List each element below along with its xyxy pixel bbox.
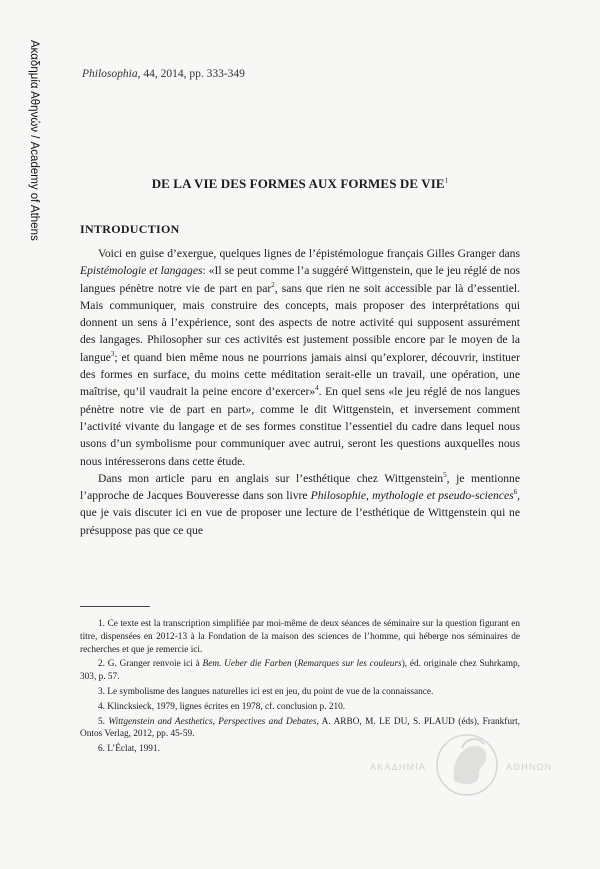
- academy-watermark: [370, 728, 570, 818]
- athena-head-icon: [432, 730, 502, 800]
- footnote-2: 2. G. Granger renvoie ici à Bem. Ueber die Farben (Remarques sur les couleurs), éd. originale chez Suhrkamp, 303, p. 57.: [80, 659, 520, 683]
- footnote-ref: 5: [443, 471, 447, 479]
- paragraph-1: Voici en guise d’exergue, quelques lignes de l’épistémologue français Gilles Granger dans Epistémologie et langages: «Il se peut comme l’a suggéré Wittgenstein, que le jeu réglé de nos langues pénètre notre vie de part en par$^2$, sans que rien ne soit accessible par là d’essentiel. Mais communiquer, mais construire des concepts, mais proposer des interprétations qui donnent un sens à l’expérience, sont des aspects de notre activité qui supposent assurément des langages. Philosopher sur ces activités est justement possible encore par le moyen de la langue$^3$; et quand bien même nous ne pourrions jamais ainsi qu’explorer, découvrir, instituer des formes en surface, du moins cette méditation serait-elle un travail, une opération, une maîtrise, qu’il vaudrait la peine encore d’exercer»$^4$. En quel sens «le jeu réglé de nos langues pénètre notre vie de part en part», comme le dit Wittgenstein, et inversement comment l’activité vivante du langage et de ses formes constitue l’essentiel du cadre dans lequel nous usons d’un symbolisme pour communiquer avec autrui, seront les questions auxquelles nous nous intéresserons dans cette étude.: [80, 247, 521, 468]
- title-footnote-ref: 1: [444, 176, 449, 185]
- journal-citation: [82, 68, 245, 80]
- footnote-ref: 4: [315, 384, 319, 393]
- footnote-6: 6. L’Éclat, 1991.: [98, 744, 160, 755]
- footnote-1: 1. Ce texte est la transcription simplifiée par moi-même de deux séances de séminaire sur la question figurant en titre, dispensées en 2012-13 à la Fondation de la maison des sciences de l’homme, qui héberge nos séminaires de recherches et que je remercie ici.: [80, 619, 520, 655]
- article-title: DE LA VIE DES FORMES AUX FORMES DE VIE$^1$: [151, 176, 449, 191]
- article-body: [80, 245, 520, 539]
- footnote-5: 5. Wittgenstein and Aesthetics, Perspectives and Debates, A. ARBO, M. LE DU, S. PLAUD (éds), Frankfurt, Ontos Verlag, 2012, pp. 45-59.: [80, 716, 520, 740]
- footnote-ref: 2: [271, 280, 275, 289]
- paragraph-2: Dans mon article paru en anglais sur l’esthétique chez Wittgenstein$^5$, je mentionne l’approche de Jacques Bouveresse dans son livre Philosophie, mythologie et pseudo-sciences$^6$, que je vais discuter ici en vue de proposer une lecture de l’esthétique de Wittgenstein qui ne présuppose pas que ce que: [80, 471, 521, 537]
- footnote-separator: [80, 606, 150, 607]
- watermark-text-right: ΑΘΗΝΩΝ: [506, 762, 553, 772]
- footnote-4: 4. Klincksieck, 1979, lignes écrites en 1978, cf. conclusion p. 210.: [98, 701, 346, 712]
- watermark-text-left: ΑΚΑΔΗΜΙΑ: [370, 762, 427, 772]
- journal-volume-pages: , 44, 2014, pp. 333-349: [137, 68, 245, 80]
- footnote-ref: 6: [513, 488, 518, 497]
- footnote-ref: 3: [110, 349, 115, 358]
- section-heading: INTRODUCTION: [80, 222, 180, 236]
- footnote-3: 3. Le symbolisme des langues naturelles ici est en jeu, du point de vue de la connaissance.: [98, 686, 434, 697]
- journal-name: Philosophia: [82, 68, 138, 80]
- sidebar-label: Ακαδημία Αθηνών / Academy of Athens: [28, 40, 40, 241]
